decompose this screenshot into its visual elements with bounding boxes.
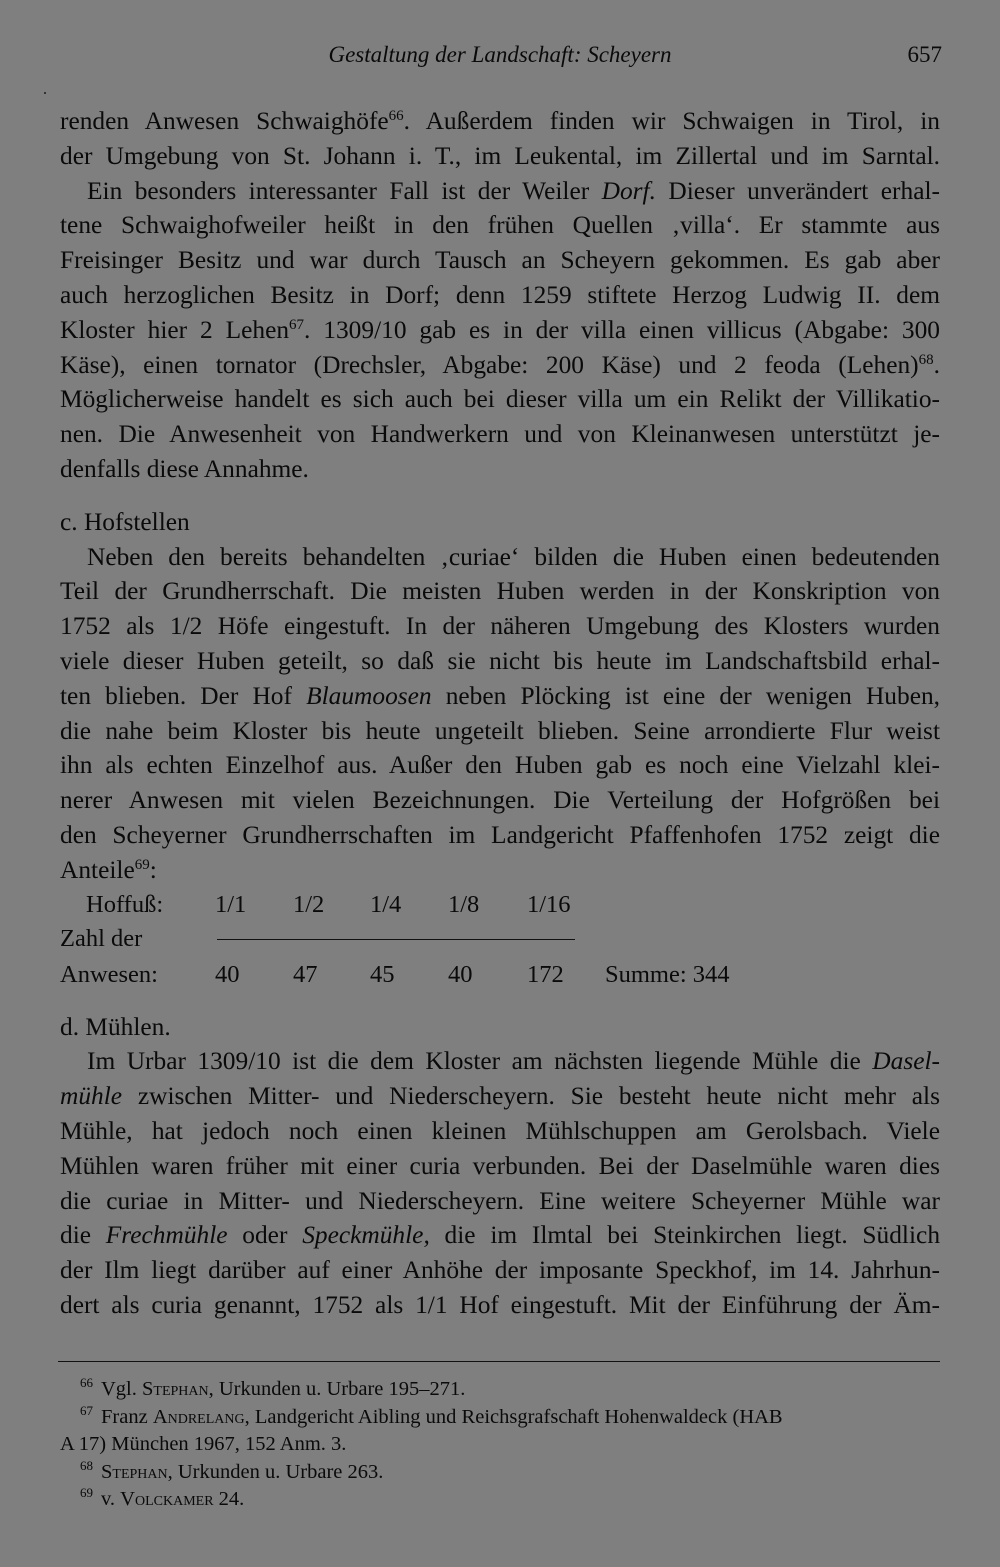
text-line: den Scheyerner Grundherrschaften im Landgericht Pfaffenhofen 1752 zeigt die xyxy=(60,820,940,849)
row-label-zahl: Zahl der xyxy=(60,924,143,952)
text-line: Anteile$^{69}$: xyxy=(60,855,157,884)
table-cell: 1/16 xyxy=(527,890,571,918)
footnote-67-cont: A 17) München 1967, 152 Anm. 3. xyxy=(60,1433,347,1455)
text-line: Im Urbar 1309/10 ist die dem Kloster am nächsten liegende Mühle die Dasel- xyxy=(87,1047,940,1076)
text-line: Kloster hier 2 Lehen$^{67}$. 1309/10 gab es in der villa einen villicus (Abgabe: 300 xyxy=(60,315,940,344)
text-line: der Ilm liegt darüber auf einer Anhöhe der imposante Speckhof, im 14. Jahrhun- xyxy=(60,1256,940,1285)
text-line: Käse), einen tornator (Drechsler, Abgabe: 200 Käse) und 2 feoda (Lehen)$^{68}$. xyxy=(60,350,940,379)
text-line: die nahe beim Kloster bis heute ungeteilt blieben. Seine arrondierte Flur weist xyxy=(60,716,940,745)
page-speck xyxy=(44,92,46,94)
footnotes xyxy=(60,1376,940,1514)
text-line: der Umgebung von St. Johann i. T., im Leukental, im Zillertal und im Sarntal. xyxy=(60,141,940,170)
table-cell: 1/4 xyxy=(370,890,402,918)
text-line: nerer Anwesen mit vielen Bezeichnungen. Die Verteilung der Hofgrößen bei xyxy=(60,786,940,815)
section-heading: c. Hofstellen xyxy=(60,507,190,536)
footnote-66: $^{66}$ Vgl. Stephan, Urkunden u. Urbare 195–271. xyxy=(80,1375,466,1400)
footnote-divider xyxy=(58,1361,940,1362)
main-text xyxy=(60,104,940,1323)
text-line: Teil der Grundherrschaft. Die meisten Huben werden in der Konskription von xyxy=(60,577,940,606)
text-line: 1752 als 1/2 Höfe eingestuft. In der näheren Umgebung des Klosters wurden xyxy=(60,612,940,641)
table-cell: 47 xyxy=(293,960,318,988)
table-rule xyxy=(217,939,575,940)
text-line: Ein besonders interessanter Fall ist der Weiler Dorf. Dieser unverändert erhal- xyxy=(87,176,940,205)
table-cell: 1/1 xyxy=(215,890,247,918)
page-number: 657 xyxy=(907,42,942,67)
text-line: ihn als echten Einzelhof aus. Außer den Huben gab es noch eine Vielzahl klei- xyxy=(60,751,940,780)
table-cell: 1/8 xyxy=(448,890,480,918)
farm-size-table xyxy=(60,888,940,996)
text-line: dert als curia genannt, 1752 als 1/1 Hof eingestuft. Mit der Einführung der Äm- xyxy=(60,1290,940,1319)
text-line: Möglicherweise handelt es sich auch bei dieser villa um ein Relikt der Villikatio- xyxy=(60,385,940,414)
table-cell: 40 xyxy=(215,960,240,988)
footnote-ref[interactable]: 67 xyxy=(289,316,305,333)
text-line: Mühle, hat jedoch noch einen kleinen Mühlschuppen am Gerolsbach. Viele xyxy=(60,1116,940,1145)
footnote-68: $^{68}$ Stephan, Urkunden u. Urbare 263. xyxy=(80,1457,384,1483)
footnote-69: $^{69}$ v. Volckamer 24. xyxy=(80,1485,245,1510)
text-line: nen. Die Anwesenheit von Handwerkern und von Kleinanwesen unterstützt je- xyxy=(60,420,940,449)
table-cell: 1/2 xyxy=(293,890,325,918)
text-line: Neben den bereits behandelten ‚curiae‘ bilden die Huben einen bedeutenden xyxy=(87,542,940,571)
footnote-ref[interactable]: 66 xyxy=(388,108,404,124)
text-line: denfalls diese Annahme. xyxy=(60,454,309,483)
text-line: renden Anwesen Schwaighöfe$^{66}$. Außerdem finden wir Schwaigen in Tirol, in xyxy=(60,107,940,135)
footnote-ref[interactable]: 69 xyxy=(134,856,150,873)
table-cell: 45 xyxy=(370,960,395,988)
text-line: ten blieben. Der Hof Blaumoosen neben Plöcking ist eine der wenigen Huben, xyxy=(60,681,941,710)
text-line: die curiae in Mitter- und Niederscheyern. Eine weitere Scheyerner Mühle war xyxy=(60,1186,940,1215)
text-line: mühle zwischen Mitter- und Niederscheyern. Sie besteht heute nicht mehr als xyxy=(60,1082,940,1111)
section-heading: d. Mühlen. xyxy=(60,1012,171,1041)
row-label-hoffuss: Hoffuß: xyxy=(86,890,164,918)
footnote-67: $^{67}$ Franz Andrelang, Landgericht Aibling und Reichsgrafschaft Hohenwaldeck (HAB xyxy=(80,1402,783,1428)
footnote-ref[interactable]: 68 xyxy=(918,351,934,368)
text-line: Freisinger Besitz und war durch Tausch an Scheyern gekommen. Es gab aber xyxy=(60,246,940,275)
text-line: auch herzoglichen Besitz in Dorf; denn 1259 stiftete Herzog Ludwig II. dem xyxy=(60,280,940,309)
text-line: tene Schwaighofweiler heißt in den frühen Quellen ‚villa‘. Er stammte aus xyxy=(60,211,940,240)
text-line: viele dieser Huben geteilt, so daß sie nicht bis heute im Landschaftsbild erhal- xyxy=(60,646,940,675)
table-cell: 40 xyxy=(448,960,473,988)
running-header: Gestaltung der Landschaft: Scheyern xyxy=(328,42,672,67)
table-sum: Summe: 344 xyxy=(605,960,730,988)
text-line: die Frechmühle oder Speckmühle, die im Ilmtal bei Steinkirchen liegt. Südlich xyxy=(60,1221,941,1250)
text-line: Mühlen waren früher mit einer curia verbunden. Bei der Daselmühle waren dies xyxy=(60,1151,940,1180)
table-cell: 172 xyxy=(527,960,564,988)
row-label-anwesen: Anwesen: xyxy=(60,960,158,988)
